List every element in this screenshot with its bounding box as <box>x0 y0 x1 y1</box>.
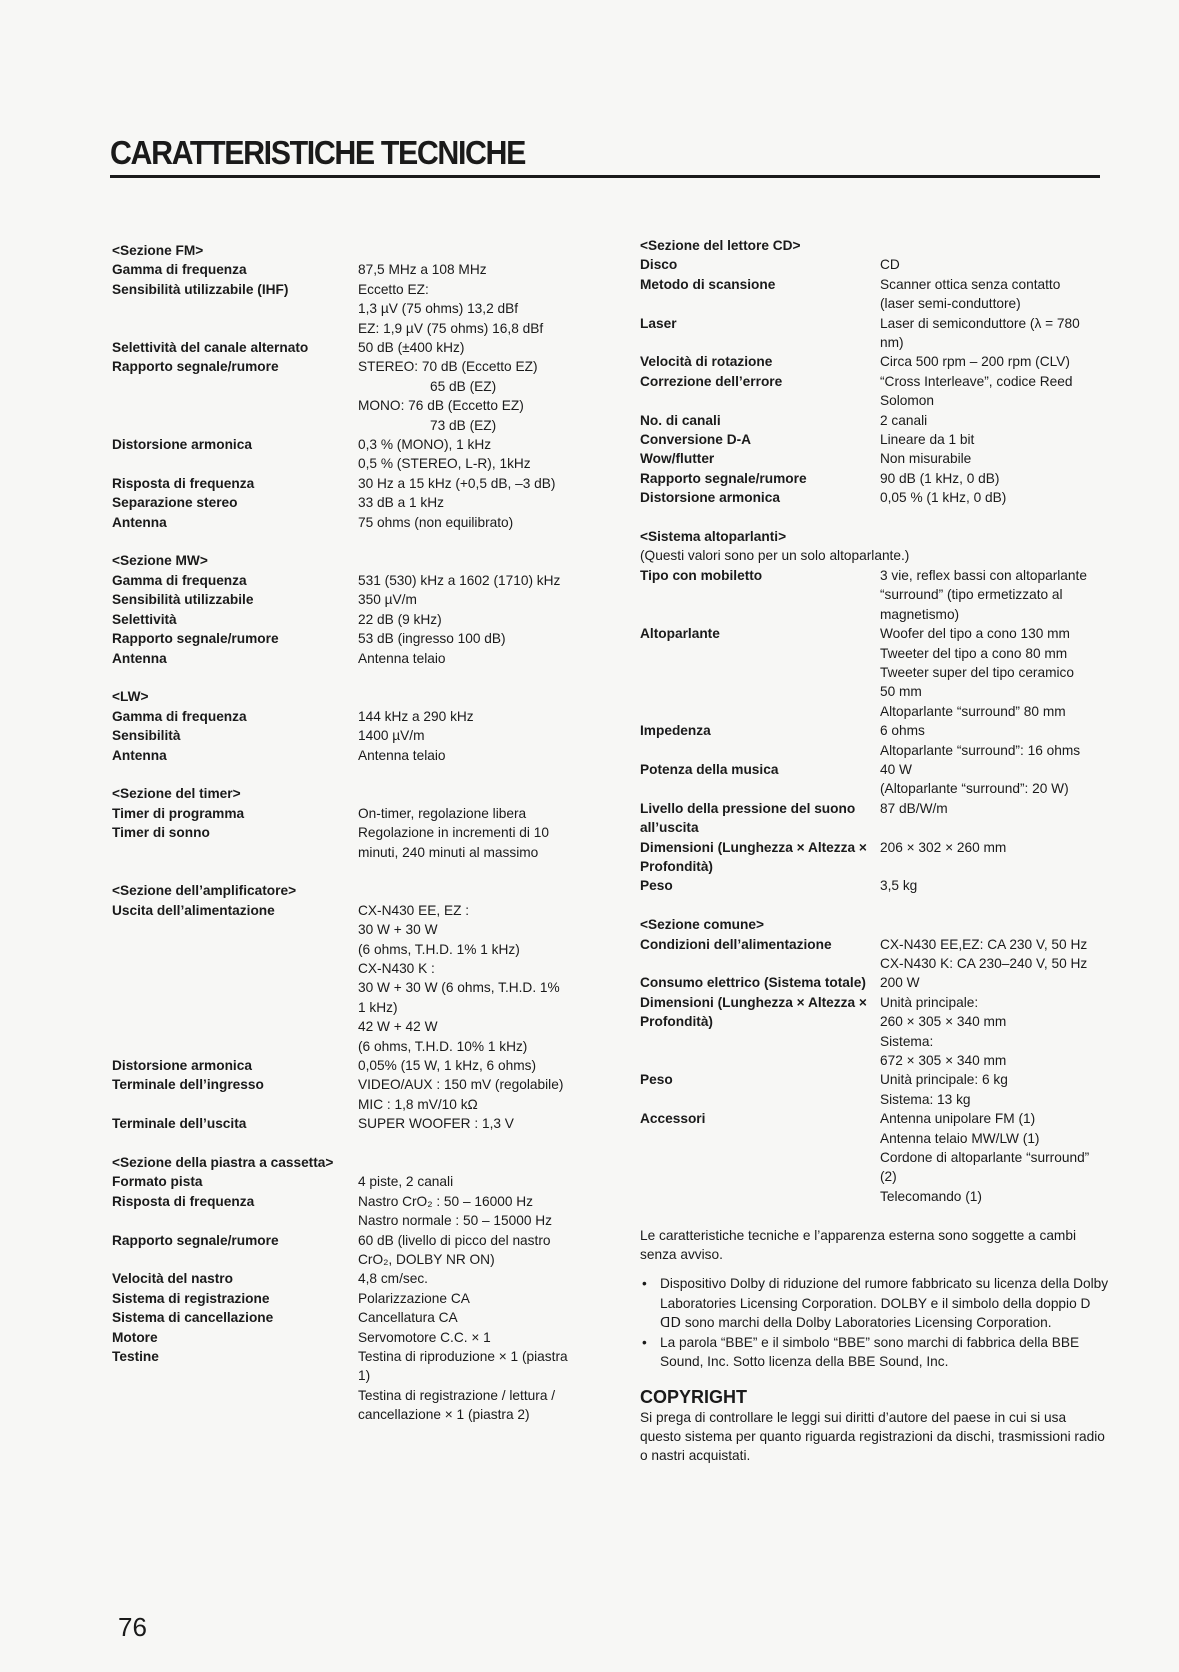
copyright-heading: COPYRIGHT <box>640 1386 748 1407</box>
spec-label: Velocità di rotazione <box>640 354 773 370</box>
spec-row <box>112 1192 592 1231</box>
spec-value-line: 33 dB a 1 kHz <box>358 495 444 511</box>
spec-value-line: 60 dB (livello di picco del nastro <box>358 1232 551 1248</box>
spec-value <box>358 1269 592 1288</box>
spec-label: Timer di programma <box>112 805 245 821</box>
spec-row <box>112 649 592 668</box>
spec-value <box>358 513 592 532</box>
spec-value <box>358 823 592 862</box>
spec-value-line: 4 piste, 2 canali <box>358 1174 454 1190</box>
spec-value-line: Scanner ottica senza contatto <box>880 276 1061 292</box>
spec-value-line: Antenna telaio <box>358 747 446 763</box>
spec-label: Sensibilità <box>112 728 181 744</box>
spec-value-line: Testina di registrazione / lettura / <box>358 1387 556 1403</box>
spec-row <box>112 357 592 435</box>
spec-value-line: 260 × 305 × 340 mm <box>880 1014 1007 1030</box>
spec-value-line: 0,3 % (MONO), 1 kHz <box>358 437 492 453</box>
spec-value-line: 1400 µV/m <box>358 728 425 744</box>
spec-label: Metodo di scansione <box>640 276 776 292</box>
spec-value-line: CX-N430 EE,EZ: CA 230 V, 50 Hz <box>880 936 1088 952</box>
spec-row <box>640 993 1110 1071</box>
section-heading: <Sezione del timer> <box>112 786 241 802</box>
spec-value-line: Polarizzazione CA <box>358 1290 470 1306</box>
spec-label: Sensibilità utilizzabile (IHF) <box>112 281 289 297</box>
spec-label: Distorsione armonica <box>112 437 252 453</box>
spec-value <box>358 629 592 648</box>
spec-value <box>880 566 1110 624</box>
spec-value <box>358 1056 592 1075</box>
spec-row <box>112 1289 592 1308</box>
left-column <box>112 241 592 1425</box>
spec-value-line: 1,3 µV (75 ohms) 13,2 dBf <box>358 301 519 317</box>
spec-value-line: STEREO: 70 dB (Eccetto EZ) <box>358 359 538 375</box>
spec-value-line: 30 Hz a 15 kHz (+0,5 dB, –3 dB) <box>358 475 556 491</box>
spec-value-line: 40 W <box>880 761 912 777</box>
spec-row <box>640 469 1110 488</box>
spec-value-line: 87,5 MHz a 108 MHz <box>358 262 487 278</box>
spec-value <box>358 804 592 823</box>
spec-value <box>358 280 592 338</box>
spec-label: Dimensioni (Lunghezza × Altezza × Profondità) <box>640 839 867 874</box>
spec-label: Livello della pressione del suono all’uscita <box>640 800 856 836</box>
spec-value <box>358 357 592 435</box>
spec-value <box>880 760 1110 799</box>
spec-label: Impedenza <box>640 723 711 739</box>
spec-label: Motore <box>112 1329 158 1345</box>
spec-value-line: “Cross Interleave”, codice Reed <box>880 373 1073 389</box>
spec-value-line: 0,05% (15 W, 1 kHz, 6 ohms) <box>358 1058 537 1073</box>
spec-value-line: VIDEO/AUX : 150 mV (regolabile) <box>358 1077 564 1093</box>
spec-value <box>358 435 592 474</box>
spec-value <box>358 493 592 512</box>
spec-value-line: (6 ohms, T.H.D. 1% 1 kHz) <box>358 941 520 957</box>
spec-label: Accessori <box>640 1111 706 1127</box>
spec-label: Antenna <box>112 650 167 666</box>
spec-value-line: 42 W + 42 W <box>358 1019 438 1035</box>
spec-value <box>880 430 1110 449</box>
spec-value-line: MONO: 76 dB (Eccetto EZ) <box>358 398 524 414</box>
spec-row <box>640 488 1110 507</box>
spec-value-line: 3,5 kg <box>880 878 918 894</box>
spec-value <box>358 590 592 609</box>
spec-row <box>640 566 1110 624</box>
spec-value <box>358 1289 592 1308</box>
spec-row <box>640 275 1110 314</box>
spec-value <box>880 935 1110 974</box>
spec-value-line: minuti, 240 minuti al massimo <box>358 844 539 860</box>
spec-value <box>880 1070 1110 1109</box>
spec-value-line: nm) <box>880 335 904 351</box>
spec-value-line: Nastro CrO₂ : 50 – 16000 Hz <box>358 1193 533 1209</box>
spec-row <box>112 590 592 609</box>
spec-row <box>112 746 592 765</box>
spec-value-line: Nastro normale : 50 – 15000 Hz <box>358 1213 553 1229</box>
spec-row <box>112 493 592 512</box>
spec-value-line: (6 ohms, T.H.D. 10% 1 kHz) <box>358 1038 528 1054</box>
spec-row <box>112 1328 592 1347</box>
spec-value-line: 65 dB (EZ) <box>430 378 497 394</box>
page-number: 76 <box>118 1612 147 1642</box>
spec-value-line: Cancellatura CA <box>358 1310 458 1326</box>
section-heading: <Sezione comune> <box>640 917 764 933</box>
spec-label: Rapporto segnale/rumore <box>112 359 279 375</box>
spec-label: Altoparlante <box>640 626 720 642</box>
spec-row <box>640 372 1110 411</box>
spec-value-line: 30 W + 30 W <box>358 922 438 938</box>
spec-value <box>880 838 1110 877</box>
spec-row <box>112 707 592 726</box>
spec-row <box>640 973 1110 992</box>
section-gap <box>640 1264 1110 1274</box>
spec-value-line: Antenna telaio <box>358 650 446 666</box>
spec-value-line: CX-N430 EE, EZ : <box>358 902 470 918</box>
spec-row <box>640 1109 1110 1206</box>
spec-label: Risposta di frequenza <box>112 475 255 491</box>
spec-label: Rapporto segnale/rumore <box>112 631 279 647</box>
spec-row <box>640 314 1110 353</box>
spec-label: Gamma di frequenza <box>112 708 247 724</box>
spec-value <box>358 571 592 590</box>
spec-row <box>640 430 1110 449</box>
spec-label: Antenna <box>112 747 167 763</box>
spec-value <box>358 260 592 279</box>
spec-value <box>358 746 592 765</box>
spec-row <box>640 624 1110 721</box>
spec-value-line: Servomotore C.C. × 1 <box>358 1329 491 1345</box>
spec-value <box>880 973 1110 992</box>
spec-value-line: 1 kHz) <box>358 999 398 1015</box>
spec-label: Consumo elettrico (Sistema totale) <box>640 975 866 991</box>
spec-label: Peso <box>640 1072 673 1088</box>
spec-label: Uscita dell’alimentazione <box>112 902 275 918</box>
spec-value-line: Sistema: <box>880 1033 934 1049</box>
spec-row <box>112 1308 592 1327</box>
spec-value-line: Woofer del tipo a cono 130 mm <box>880 626 1070 642</box>
spec-value-line: 22 dB (9 kHz) <box>358 611 442 627</box>
spec-value-line: (2) <box>880 1169 897 1185</box>
section-heading: <Sezione del lettore CD> <box>640 238 801 253</box>
spec-label: Distorsione armonica <box>640 490 780 506</box>
spec-value-line: 0,5 % (STEREO, L-R), 1kHz <box>358 456 531 472</box>
spec-row <box>112 260 592 279</box>
spec-value-line: 200 W <box>880 975 920 991</box>
spec-value <box>358 1231 592 1270</box>
spec-value <box>880 488 1110 507</box>
spec-row <box>640 799 1110 838</box>
spec-value-line: Altoparlante “surround”: 16 ohms <box>880 742 1081 758</box>
section-heading: <Sistema altoparlanti> <box>640 529 787 545</box>
spec-value <box>880 255 1110 274</box>
spec-value-line: 30 W + 30 W (6 ohms, T.H.D. 1% <box>358 980 560 996</box>
spec-label: Formato pista <box>112 1174 203 1190</box>
copyright-text: Si prega di controllare le leggi sui diritti d’autore del paese in cui si usa questo sistema per quanto riguarda registrazioni da dischi, trasmissioni radio o nastri acquistati. <box>640 1409 1105 1464</box>
spec-label: Risposta di frequenza <box>112 1193 255 1209</box>
spec-row <box>112 823 592 862</box>
spec-row <box>640 411 1110 430</box>
spec-label: Distorsione armonica <box>112 1058 252 1073</box>
spec-row <box>112 629 592 648</box>
spec-label: Selettività <box>112 611 177 627</box>
spec-value-line: EZ: 1,9 µV (75 ohms) 16,8 dBf <box>358 320 544 336</box>
spec-value <box>358 610 592 629</box>
disclaimer-text: Le caratteristiche tecniche e l’apparenza esterna sono soggette a cambi senza avviso. <box>640 1227 1076 1263</box>
title-rule <box>110 175 1100 178</box>
spec-value-line: CX-N430 K: CA 230–240 V, 50 Hz <box>880 956 1088 971</box>
spec-value-line: Unità principale: <box>880 994 979 1010</box>
spec-value-line: Altoparlante “surround” 80 mm <box>880 703 1066 719</box>
spec-row <box>112 1114 592 1133</box>
spec-row <box>112 338 592 357</box>
spec-value-line: (Altoparlante “surround”: 20 W) <box>880 781 1069 797</box>
spec-value <box>358 1114 592 1133</box>
spec-value-line: cancellazione × 1 (piastra 2) <box>358 1407 530 1423</box>
spec-value-line: Circa 500 rpm – 200 rpm (CLV) <box>880 354 1070 370</box>
spec-row <box>112 435 592 474</box>
spec-value-line: Telecomando (1) <box>880 1188 982 1204</box>
spec-label: Terminale dell’ingresso <box>112 1077 264 1093</box>
spec-value-line: 4,8 cm/sec. <box>358 1271 428 1287</box>
section-heading: <Sezione dell’amplificatore> <box>112 883 297 899</box>
notice-list <box>640 1274 1110 1371</box>
spec-label: Laser <box>640 315 677 331</box>
spec-row <box>112 513 592 532</box>
spec-label: Tipo con mobiletto <box>640 567 763 583</box>
spec-value-line: 531 (530) kHz a 1602 (1710) kHz <box>358 572 561 588</box>
spec-value-line: 1) <box>358 1368 371 1384</box>
spec-value-line: CrO₂, DOLBY NR ON) <box>358 1252 495 1268</box>
section-gap <box>112 668 592 687</box>
section-note: (Questi valori sono per un solo altoparlante.) <box>640 548 910 564</box>
spec-value-line: 144 kHz a 290 kHz <box>358 708 474 724</box>
spec-value-line: magnetismo) <box>880 606 960 622</box>
spec-value <box>358 1328 592 1347</box>
spec-label: Sistema di registrazione <box>112 1290 270 1306</box>
spec-value <box>358 1172 592 1191</box>
spec-value <box>880 993 1110 1071</box>
spec-value-line: MIC : 1,8 mV/10 kΩ <box>358 1096 478 1112</box>
spec-value <box>358 338 592 357</box>
spec-value <box>880 352 1110 371</box>
spec-label: Sensibilità utilizzabile <box>112 592 254 608</box>
spec-value-line: 87 dB/W/m <box>880 800 948 816</box>
spec-value <box>358 649 592 668</box>
spec-row <box>640 838 1110 877</box>
spec-label: Terminale dell’uscita <box>112 1116 247 1132</box>
spec-value <box>358 1075 592 1114</box>
spec-label: Velocità del nastro <box>112 1271 233 1287</box>
spec-value-line: 2 canali <box>880 412 928 428</box>
spec-row <box>112 1347 592 1425</box>
spec-value <box>358 1308 592 1327</box>
spec-label: Selettività del canale alternato <box>112 340 309 356</box>
spec-value-line: 50 mm <box>880 684 922 700</box>
spec-value-line: “surround” (tipo ermetizzato al <box>880 587 1063 603</box>
spec-value-line: CD <box>880 257 900 273</box>
spec-value-line: Regolazione in incrementi di 10 <box>358 825 549 841</box>
spec-row <box>112 1231 592 1270</box>
spec-row <box>112 1056 592 1075</box>
spec-row <box>640 1070 1110 1109</box>
spec-value-line: Solomon <box>880 393 935 409</box>
spec-value <box>880 449 1110 468</box>
spec-value-line: 50 dB (±400 kHz) <box>358 340 465 356</box>
notice-item: • Dispositivo Dolby di riduzione del rumore fabbricato su licenza della Dolby Laboratories Licensing Corporation. DOLBY e il simbolo della doppio D ᗡᗞ sono marchi della Dolby Laboratories Licensing Corporation. <box>640 1274 1110 1332</box>
spec-value-line: 6 ohms <box>880 723 925 739</box>
spec-row <box>112 804 592 823</box>
spec-row <box>112 1172 592 1191</box>
spec-value-line: Sistema: 13 kg <box>880 1091 971 1107</box>
spec-row <box>112 280 592 338</box>
spec-row <box>640 721 1110 760</box>
spec-label: Rapporto segnale/rumore <box>640 470 807 486</box>
spec-row <box>640 449 1110 468</box>
right-column <box>640 236 1110 1466</box>
spec-row <box>640 760 1110 799</box>
spec-label: Sistema di cancellazione <box>112 1310 274 1326</box>
spec-label: Wow/flutter <box>640 451 715 467</box>
spec-value-line: 75 ohms (non equilibrato) <box>358 514 514 530</box>
spec-label: Condizioni dell’alimentazione <box>640 936 832 952</box>
spec-value <box>880 799 1110 838</box>
spec-row <box>112 1269 592 1288</box>
spec-label: Timer di sonno <box>112 825 210 841</box>
section-heading: <LW> <box>112 689 149 705</box>
spec-value <box>358 474 592 493</box>
spec-value-line: 350 µV/m <box>358 592 417 608</box>
spec-label: Testine <box>112 1349 159 1365</box>
spec-value-line: Unità principale: 6 kg <box>880 1072 1008 1088</box>
spec-row <box>112 726 592 745</box>
spec-label: Potenza della musica <box>640 761 779 777</box>
spec-row <box>112 571 592 590</box>
spec-value-line: 672 × 305 × 340 mm <box>880 1053 1007 1069</box>
spec-label: Conversione D-A <box>640 432 752 448</box>
spec-value <box>358 726 592 745</box>
spec-value-line: (laser semi-conduttore) <box>880 296 1021 312</box>
spec-value-line: Antenna telaio MW/LW (1) <box>880 1130 1040 1146</box>
spec-value <box>880 372 1110 411</box>
spec-row <box>112 474 592 493</box>
section-gap <box>112 532 592 551</box>
spec-value-line: Laser di semiconduttore (λ = 780 <box>880 315 1080 331</box>
spec-value <box>880 411 1110 430</box>
spec-value-line: Cordone di altoparlante “surround” <box>880 1150 1090 1166</box>
spec-label: Separazione stereo <box>112 495 238 511</box>
spec-value-line: On-timer, regolazione libera <box>358 805 527 821</box>
section-gap <box>112 862 592 881</box>
section-gap <box>112 1134 592 1153</box>
spec-row <box>112 610 592 629</box>
spec-value <box>358 707 592 726</box>
spec-value-line: 0,05 % (1 kHz, 0 dB) <box>880 490 1007 506</box>
spec-value-line: Tweeter del tipo a cono 80 mm <box>880 645 1068 661</box>
spec-value <box>880 721 1110 760</box>
spec-value-line: 73 dB (EZ) <box>430 417 497 433</box>
spec-value <box>880 876 1110 895</box>
spec-label: Antenna <box>112 514 167 530</box>
spec-label: No. di canali <box>640 412 721 428</box>
spec-value <box>880 1109 1110 1206</box>
page-title: CARATTERISTICHE TECNICHE <box>110 134 525 171</box>
spec-value-line: 53 dB (ingresso 100 dB) <box>358 631 506 647</box>
spec-value <box>880 469 1110 488</box>
section-gap <box>640 1206 1110 1225</box>
spec-value-line: Tweeter super del tipo ceramico <box>880 664 1074 680</box>
spec-value-line: Non misurabile <box>880 451 972 467</box>
spec-label: Disco <box>640 257 678 273</box>
spec-value <box>358 1192 592 1231</box>
spec-value-line: 206 × 302 × 260 mm <box>880 839 1007 855</box>
spec-row <box>640 255 1110 274</box>
spec-value-line: Testina di riproduzione × 1 (piastra <box>358 1349 568 1365</box>
spec-value <box>880 275 1110 314</box>
section-gap <box>640 508 1110 527</box>
spec-value <box>880 314 1110 353</box>
notice-item: • La parola “BBE” e il simbolo “BBE” sono marchi di fabbrica della BBE Sound, Inc. Sotto licenza della BBE Sound, Inc. <box>640 1333 1110 1372</box>
spec-label: Dimensioni (Lunghezza × Altezza × Profondità) <box>640 994 867 1030</box>
spec-value-line: 3 vie, reflex bassi con altoparlante <box>880 567 1087 583</box>
spec-row <box>112 901 592 1056</box>
spec-value-line: SUPER WOOFER : 1,3 V <box>358 1116 514 1132</box>
spec-row <box>112 1075 592 1114</box>
section-heading: <Sezione della piastra a cassetta> <box>112 1155 334 1171</box>
section-heading: <Sezione FM> <box>112 243 204 258</box>
section-heading: <Sezione MW> <box>112 553 208 569</box>
section-gap <box>112 765 592 784</box>
spec-value <box>880 624 1110 721</box>
spec-row <box>640 352 1110 371</box>
spec-row <box>640 935 1110 974</box>
spec-row <box>640 876 1110 895</box>
section-gap <box>640 896 1110 915</box>
spec-value <box>358 1347 592 1425</box>
spec-value-line: Lineare da 1 bit <box>880 432 975 448</box>
spec-label: Rapporto segnale/rumore <box>112 1232 279 1248</box>
spec-label: Peso <box>640 878 673 894</box>
spec-value <box>358 901 592 1056</box>
spec-label: Gamma di frequenza <box>112 572 247 588</box>
spec-value-line: Antenna unipolare FM (1) <box>880 1111 1036 1127</box>
spec-label: Gamma di frequenza <box>112 262 247 278</box>
spec-value-line: CX-N430 K : <box>358 960 435 976</box>
spec-label: Correzione dell’errore <box>640 373 783 389</box>
spec-value-line: Eccetto EZ: <box>358 281 429 297</box>
spec-value-line: 90 dB (1 kHz, 0 dB) <box>880 470 1000 486</box>
